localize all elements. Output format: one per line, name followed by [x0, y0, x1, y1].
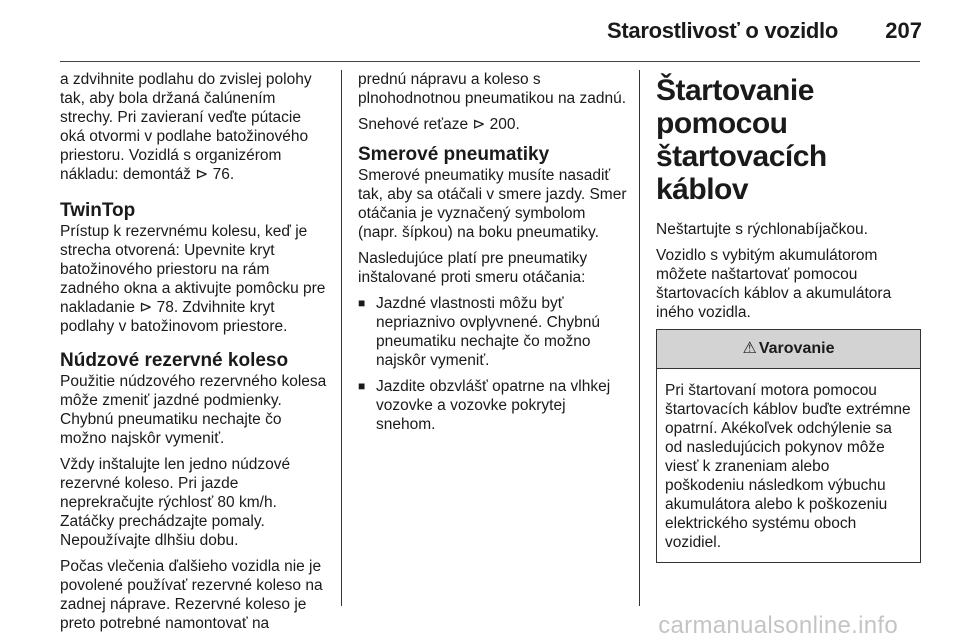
spare-wheel-paragraph-3: Počas vlečenia ďalšieho vozidla nie je povolené používať rezervné koleso na zadnej náprave. Rezervné koleso je preto potrebné namontovať na	[60, 558, 323, 632]
bullet-icon: ■	[358, 296, 366, 310]
list-item	[358, 377, 628, 434]
column-left	[60, 70, 330, 640]
page-header	[0, 0, 960, 62]
jump-start-paragraph-1: Neštartujte s rýchlonabíjačkou.	[656, 221, 868, 238]
spare-wheel-paragraph-1: Použitie núdzového rezervného kolesa môže zmeniť jazdné podmienky. Chybnú pneumatiku nechajte čo možno najskôr vymeniť.	[60, 373, 327, 447]
warning-box	[656, 329, 921, 563]
list-item-text: Jazdite obzvlášť opatrne na vlhkej vozovke a vozovke pokrytej snehom.	[376, 378, 611, 433]
column-divider-right	[639, 70, 640, 606]
warning-text: Pri štartovaní motora pomocou štartovacích káblov buďte extrémne opatrní. Akékoľvek odchýlenie sa od nasledujúcich pokynov môže viesť k zraneniam alebo poškodeniu následkom výbuchu akumulátora alebo k poškozeniu elektrického systému oboch vozidiel.	[665, 382, 911, 551]
snow-chains-reference: Snehové reťaze ⊳ 200.	[358, 116, 520, 133]
directional-tyres-paragraph-2: Nasledujúce platí pre pneumatiky inštalované proti smeru otáčania:	[358, 250, 588, 286]
header-rule	[60, 61, 920, 62]
directional-tyres-list	[358, 294, 628, 434]
header-title: Starostlivosť o vozidlo	[606, 18, 838, 43]
jump-start-heading: Štartovanie pomocou štartovacích káblov	[656, 74, 827, 206]
jump-start-paragraph-2: Vozidlo s vybitým akumulátorom môžete naštartovať pomocou štartovacích káblov a akumulátora iného vozidla.	[656, 247, 892, 321]
twintop-heading: TwinTop	[60, 200, 136, 221]
column-right	[656, 70, 921, 563]
intro-paragraph: a zdvihnite podlahu do zvislej polohy tak, aby bola držaná čalúnením strechy. Pri zavieraní veďte pútacie oká otvormi v podlahe batožinového priestoru. Vozidlá s organizérom nákladu: demontáž ⊳ 76.	[60, 71, 312, 183]
column-middle	[358, 70, 628, 441]
list-item-text: Jazdné vlastnosti môžu byť nepriaznivo ovplyvnené. Chybnú pneumatiku nechajte čo možno najskôr vymeniť.	[376, 295, 601, 369]
directional-tyres-heading: Smerové pneumatiky	[358, 144, 550, 165]
warning-triangle-icon: ⚠	[742, 340, 757, 357]
directional-tyres-paragraph-1: Smerové pneumatiky musíte nasadiť tak, aby sa otáčali v smere jazdy. Smer otáčania je vyznačený symbolom (napr. šípkou) na boku pneumatiky.	[358, 167, 627, 241]
warning-title: Varovanie	[758, 340, 835, 357]
column-divider-left	[341, 70, 342, 606]
axle-paragraph: prednú nápravu a koleso s plnohodnotnou pneumatikou na zadnú.	[358, 71, 627, 107]
twintop-paragraph: Prístup k rezervnému kolesu, keď je strecha otvorená: Upevnite kryt batožinového priestoru na rám zadného okna a aktivujte pomôcku pre nakladanie ⊳ 78. Zdvihnite kryt podlahy v batožinovom priestore.	[60, 223, 326, 335]
warning-header	[657, 330, 920, 369]
spare-wheel-paragraph-2: Vždy inštalujte len jedno núdzové rezervné koleso. Pri jazde neprekračujte rýchlosť 80 km/h. Zatáčky prechádzajte pomaly. Nepoužívajte dlhšiu dobu.	[60, 456, 291, 549]
watermark: carmanualsonline.info	[658, 612, 898, 639]
bullet-icon: ■	[358, 379, 366, 393]
page-number: 207	[885, 18, 922, 43]
list-item	[358, 294, 628, 370]
spare-wheel-heading: Núdzové rezervné koleso	[60, 350, 289, 371]
